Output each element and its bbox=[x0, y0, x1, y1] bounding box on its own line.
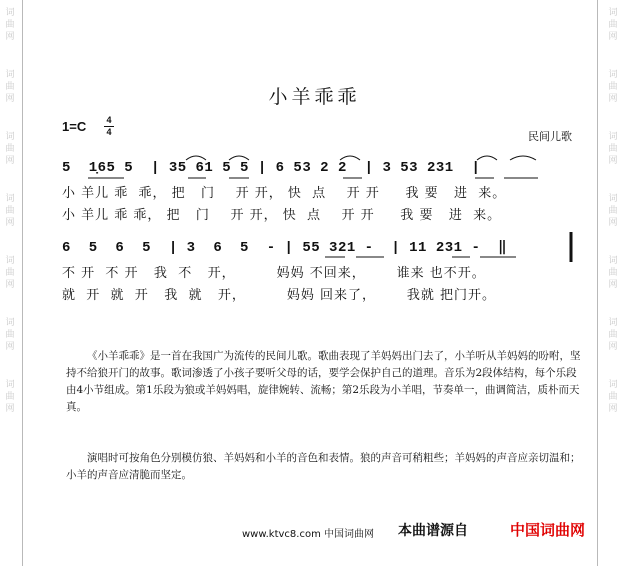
description-paragraph-1: 《小羊乖乖》是一首在我国广为流传的民间儿歌。歌曲表现了羊妈妈出门去了，小羊听从羊妈妈的吩咐，坚持不给狼开门的故事。歌词渗透了小孩子要听父母的话，要学会保护自己的道理。音乐为2段体结构，每个乐段由4小节组成。第1乐段为狼或羊妈妈唱，旋律婉转、流畅；第2乐段为小羊唱，节奏单一，曲调简洁，质朴而天真。 bbox=[66, 350, 581, 413]
slur-mark bbox=[229, 156, 249, 160]
watermark-glyph: 曲 bbox=[608, 392, 618, 402]
key-signature: 1=C bbox=[62, 119, 87, 134]
watermark-glyph: 网 bbox=[608, 32, 618, 42]
slur-mark bbox=[510, 156, 536, 160]
watermark-glyph: 网 bbox=[608, 156, 618, 166]
watermark-glyph: 词 bbox=[5, 8, 15, 18]
slur-mark bbox=[340, 156, 360, 160]
watermark-glyph: 曲 bbox=[5, 82, 15, 92]
slur-mark bbox=[186, 156, 206, 160]
watermark-glyph: 词 bbox=[5, 256, 15, 266]
watermark-glyph: 网 bbox=[608, 94, 618, 104]
watermark-glyph: 网 bbox=[608, 342, 618, 352]
watermark-glyph: 网 bbox=[5, 280, 15, 290]
watermark-glyph: 网 bbox=[5, 32, 15, 42]
watermark-glyph: 词 bbox=[5, 194, 15, 204]
meter-top: 4 bbox=[106, 115, 112, 125]
watermark-glyph: 词 bbox=[608, 318, 618, 328]
watermark-glyph: 词 bbox=[5, 132, 15, 142]
slur-mark bbox=[477, 156, 497, 160]
lyric-line-2-verse-1: 不 开 不 开 我 不 开， 妈妈 不回来， 谁来 也不开。 bbox=[62, 266, 486, 281]
watermark-glyph: 曲 bbox=[5, 392, 15, 402]
watermark-glyph: 词 bbox=[608, 380, 618, 390]
description-paragraph-2: 演唱时可按角色分别模仿狼、羊妈妈和小羊的音色和表情。狼的声音可稍粗些；羊妈妈的声音应亲切温和；小羊的声音应清脆而坚定。 bbox=[66, 452, 581, 481]
footer-url[interactable]: www.ktvc8.com 中国词曲网 bbox=[242, 529, 375, 540]
watermark-glyph: 词 bbox=[5, 70, 15, 80]
watermark-glyph: 曲 bbox=[608, 330, 618, 340]
watermark-glyph: 曲 bbox=[5, 206, 15, 216]
watermark-glyph: 词 bbox=[5, 318, 15, 328]
watermark-glyph: 曲 bbox=[608, 20, 618, 30]
watermark-glyph: 词 bbox=[608, 8, 618, 18]
watermark-glyph: 曲 bbox=[5, 330, 15, 340]
footer-brand-logo[interactable]: 中国词曲网 bbox=[510, 521, 586, 539]
lyric-line-1-verse-2: 小 羊儿 乖 乖， 把 门 开 开， 快 点 开 开 我 要 进 来。 bbox=[62, 208, 502, 223]
watermark-glyph: 词 bbox=[608, 70, 618, 80]
watermark-glyph: 网 bbox=[5, 94, 15, 104]
watermark-glyph: 曲 bbox=[5, 268, 15, 278]
watermark-glyph: 网 bbox=[5, 156, 15, 166]
watermark-glyph: 网 bbox=[608, 280, 618, 290]
watermark-glyph: 网 bbox=[5, 404, 15, 414]
meter-bottom: 4 bbox=[106, 127, 112, 137]
watermark-glyph: 网 bbox=[5, 218, 15, 228]
watermark-glyph: 曲 bbox=[608, 144, 618, 154]
watermark-glyph: 曲 bbox=[5, 20, 15, 30]
lyric-line-1-verse-1: 小 羊儿 乖 乖， 把 门 开 开， 快 点 开 开 我 要 进 来。 bbox=[62, 186, 507, 201]
watermark-glyph: 词 bbox=[608, 194, 618, 204]
watermark-glyph: 词 bbox=[5, 380, 15, 390]
lyric-line-2-verse-2: 就 开 就 开 我 就 开， 妈妈 回来了， 我就 把门开。 bbox=[62, 288, 496, 303]
watermark-glyph: 词 bbox=[608, 256, 618, 266]
footer-source-label: 本曲谱源自 bbox=[398, 523, 468, 539]
watermark-glyph: 曲 bbox=[608, 206, 618, 216]
watermark-glyph: 曲 bbox=[608, 82, 618, 92]
watermark-glyph: 曲 bbox=[608, 268, 618, 278]
notation-line-2: 6 5 6 5 | 3 6 5 - | 55 321 - | 11 231 - ‖ bbox=[62, 240, 508, 256]
watermark-glyph: 曲 bbox=[5, 144, 15, 154]
notation-line-1: 5 1̣65 5 | 35 61 5 5 | 6 53 2 2 | 3 53 231 | bbox=[62, 160, 481, 176]
watermark-glyph: 网 bbox=[5, 342, 15, 352]
song-title: 小羊乖乖 bbox=[268, 86, 361, 108]
watermark-glyph: 网 bbox=[608, 404, 618, 414]
watermark-glyph: 网 bbox=[608, 218, 618, 228]
song-origin: 民间儿歌 bbox=[528, 130, 572, 143]
watermark-glyph: 词 bbox=[608, 132, 618, 142]
